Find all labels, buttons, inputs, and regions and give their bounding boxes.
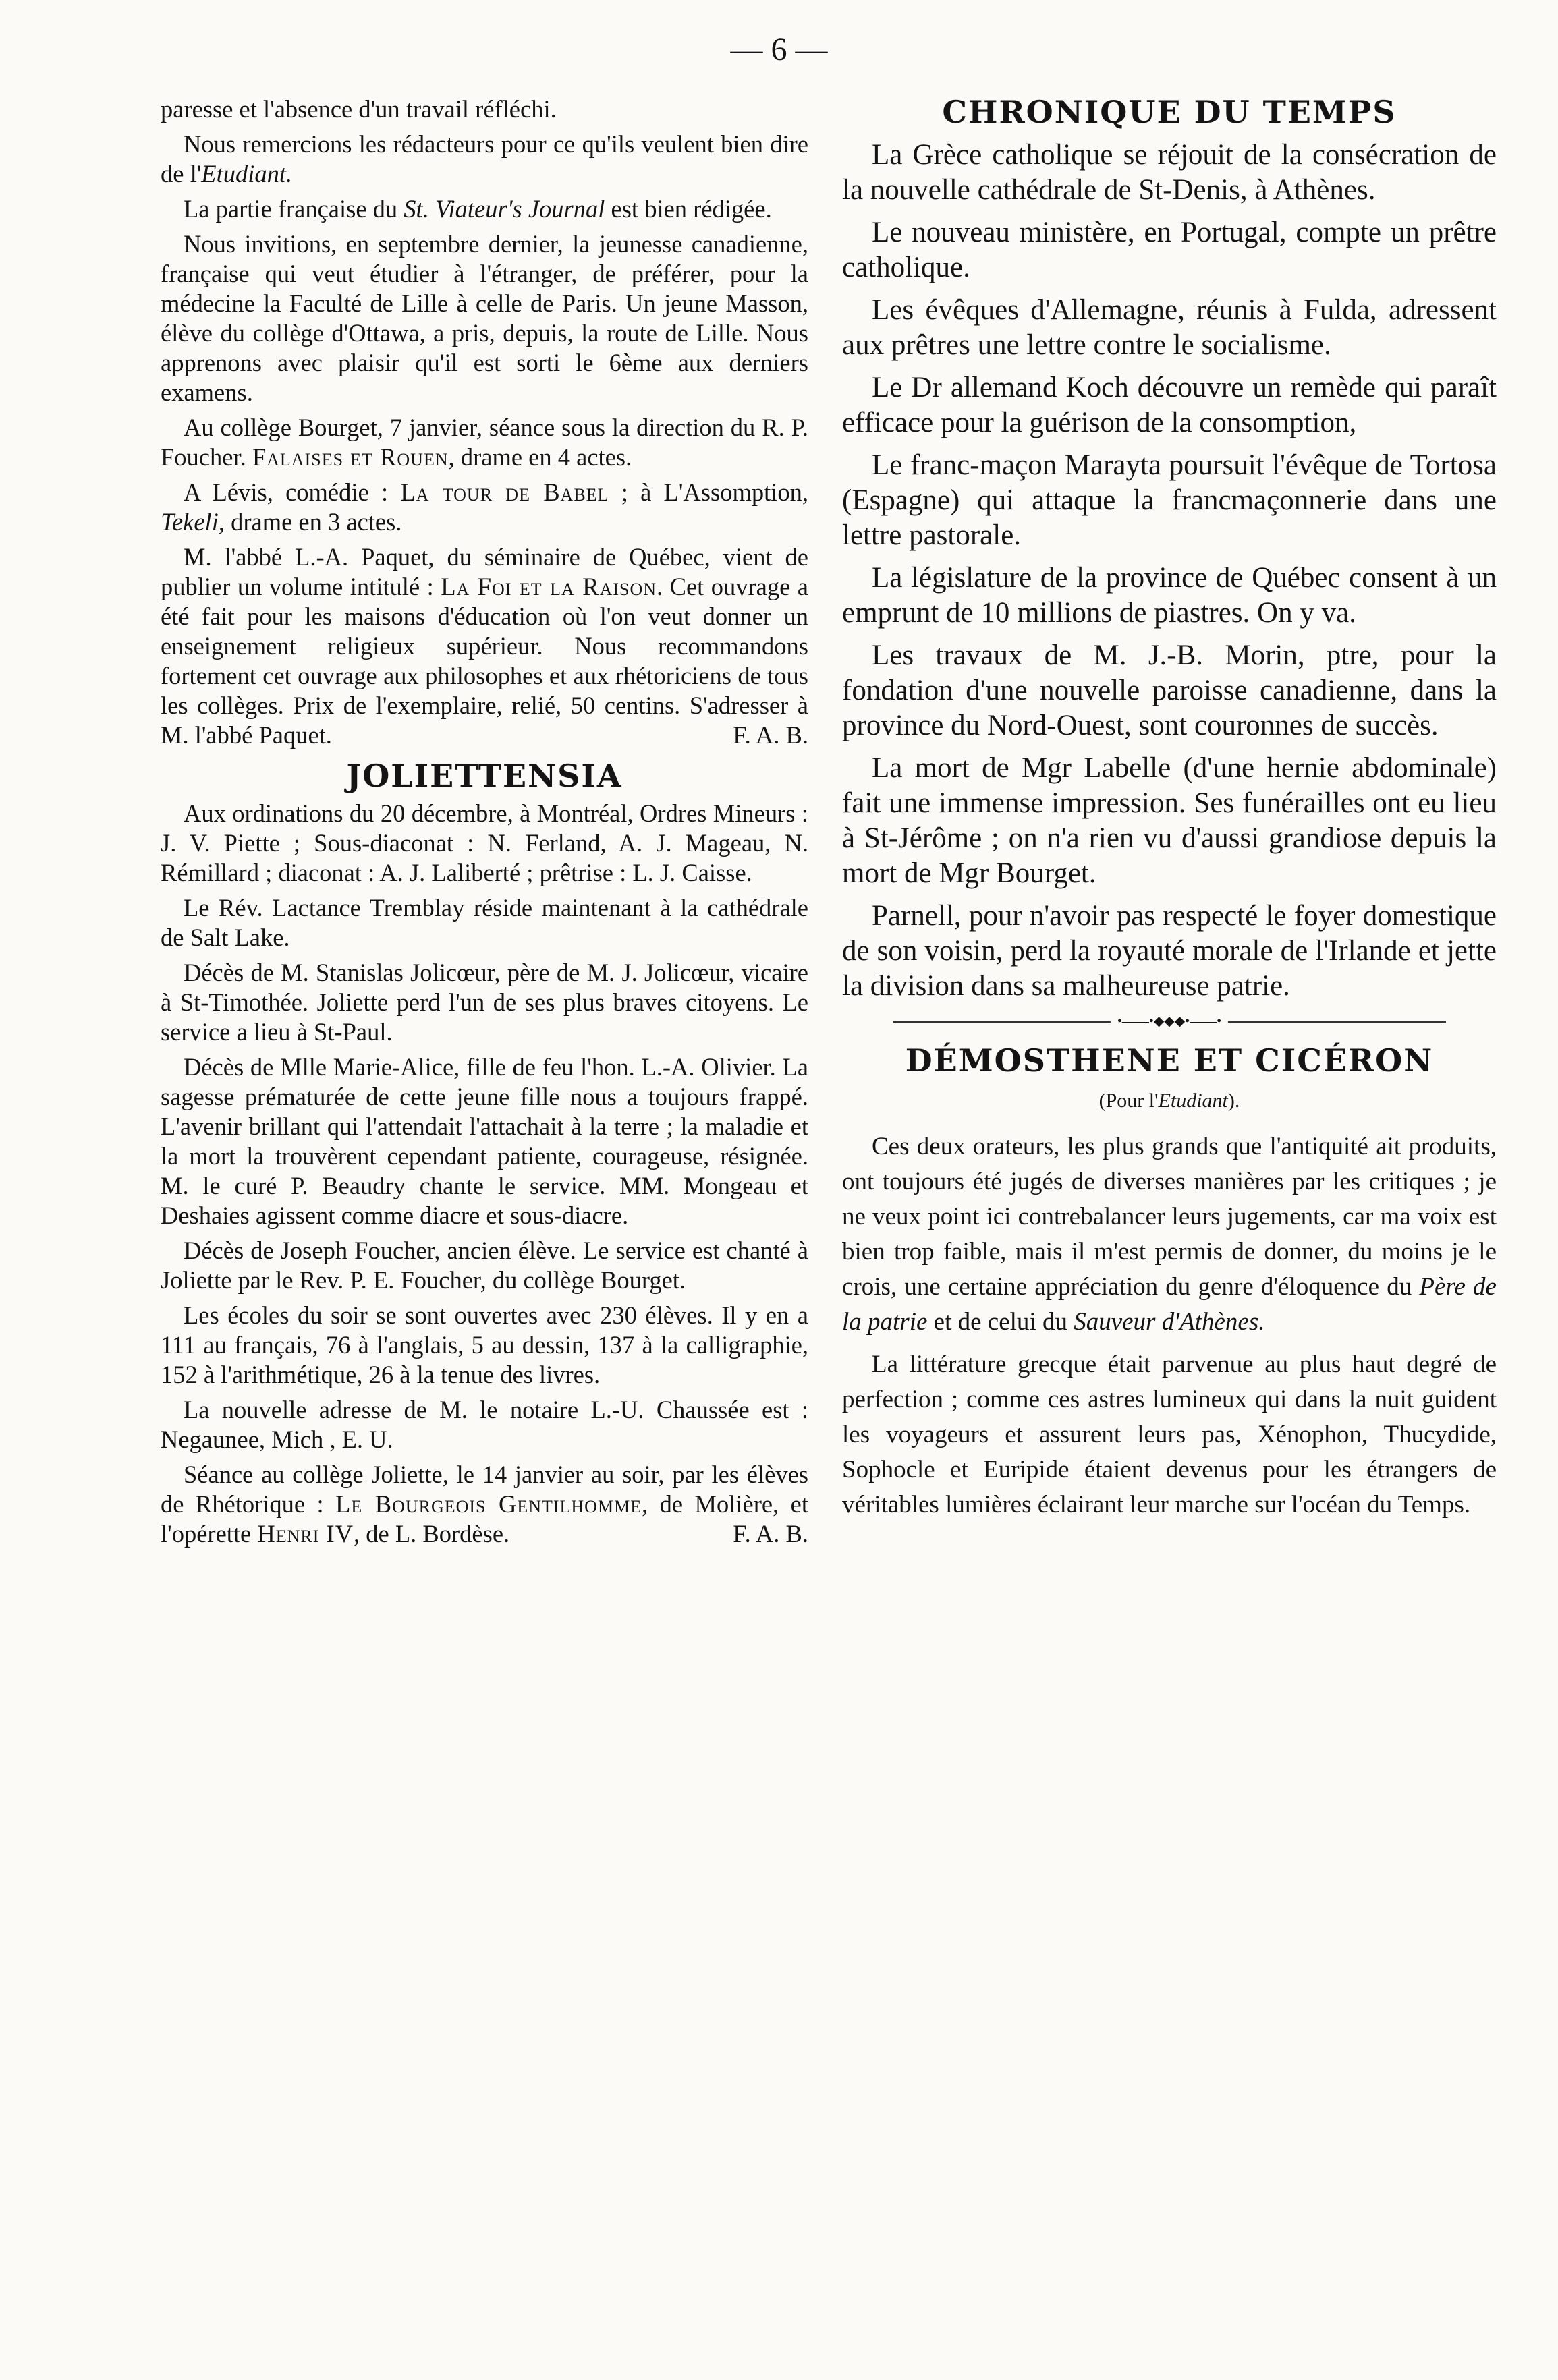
paragraph: Décès de Joseph Foucher, ancien élève. Le service est chanté à Joliette par le Rev. P. E. Foucher, du collège Bourget. (161, 1237, 808, 1294)
signature: F. A. B. (733, 1520, 808, 1548)
paragraph: Nous invitions, en septembre dernier, la jeunesse canadienne, française qui veut étudier à l'étranger, de préférer, pour la médecine la Faculté de Lille à celle de Paris. Un jeune Masson, élève du collège d'Ottawa, a pris, depuis, la route de Lille. Nous apprenons avec plaisir qu'il est sorti le 6ème aux derniers examens. (161, 230, 808, 406)
paragraph: A Lévis, comédie : La tour de Babel ; à L'Assomption, Tekeli, drame en 3 actes. (161, 478, 808, 536)
chronicle-item: La législature de la province de Québec consent à un emprunt de 10 millions de piastres. On y va. (842, 562, 1497, 629)
paragraph: La nouvelle adresse de M. le notaire L.-U. Chaussée est : Negaunee, Mich , E. U. (161, 1396, 808, 1453)
chronicle-item: Le Dr allemand Koch découvre un remède qui paraît efficace pour la guérison de la consomption, (842, 372, 1497, 438)
signature: F. A. B. (733, 721, 808, 749)
chronicle-item: Parnell, pour n'avoir pas respecté le foyer domestique de son voisin, perd la royauté morale de l'Irlande et jette la division dans sa malheureuse patrie. (842, 900, 1497, 1002)
right-column (842, 94, 1497, 1530)
paragraph: La littérature grecque était parvenue au plus haut degré de perfection ; comme ces astres lumineux qui dans la nuit guident les voyageurs et assurent leurs pas, Xénophon, Thucydide, Sophocle et Euripide étaient devenus pour les étrangers de véritables lumières éclairant leur marche sur l'océan du Temps. (842, 1351, 1497, 1519)
chronicle-item: Les travaux de M. J.-B. Morin, ptre, pour la fondation d'une nouvelle paroisse canadienne, dans la province du Nord-Ouest, sont couronnes de succès. (842, 640, 1497, 741)
section-heading-demosthene: DÉMOSTHENE ET CICÉRON (905, 1042, 1434, 1079)
paragraph: Le Rév. Lactance Tremblay réside maintenant à la cathédrale de Salt Lake. (161, 894, 808, 951)
chronicle-item: La mort de Mgr Labelle (d'une hernie abdominale) fait une immense impression. Ses funérailles ont eu lieu à St-Jérôme ; on n'a rien vu d'aussi grandiose depuis la mort de Mgr Bourget. (842, 752, 1497, 889)
paragraph: Aux ordinations du 20 décembre, à Montréal, Ordres Mineurs : J. V. Piette ; Sous-diaconat : N. Ferland, A. J. Mageau, N. Rémillard ; diaconat : A. J. Laliberté ; prêtrise : L. J. Caisse. (161, 799, 808, 886)
chronicle-item: Les évêques d'Allemagne, réunis à Fulda, adressent aux prêtres une lettre contre le socialisme. (842, 294, 1497, 361)
paragraph: Séance au collège Joliette, le 14 janvier au soir, par les élèves de Rhétorique : Le Bourgeois Gentilhomme, de Molière, et l'opérette Henri IV, de L. Bordèse. F. A. B. (161, 1461, 808, 1548)
paragraph: M. l'abbé L.-A. Paquet, du séminaire de Québec, vient de publier un volume intitulé : La Foi et la Raison. Cet ouvrage a été fait pour les maisons d'éducation où l'on veut donner un enseignement religieux supérieur. Nous recommandons fortement cet ouvrage aux philosophes et aux rhétoriciens de tous les collèges. Prix de l'exemplaire, relié, 50 centins. S'adresser à M. l'abbé Paquet. F. A. B. (161, 543, 808, 749)
chronicle-item: Le franc-maçon Marayta poursuit l'évêque de Tortosa (Espagne) qui attaque la francmaçonnerie dans une lettre pastorale. (842, 449, 1497, 551)
divider-ornament: •——•◆◆◆•——• (1111, 1014, 1228, 1029)
page-number: — 6 — (730, 32, 828, 67)
left-column (161, 94, 808, 1554)
paragraph: La partie française du St. Viateur's Journal est bien rédigée. (184, 195, 772, 223)
section-heading-joliettensia: JOLIETTENSIA (346, 758, 623, 794)
chronicle-item: La Grèce catholique se réjouit de la consécration de la nouvelle cathédrale de St-Denis, à Athènes. (842, 139, 1497, 206)
ornamental-divider (893, 1014, 1446, 1029)
paragraph: Décès de M. Stanislas Jolicœur, père de M. J. Jolicœur, vicaire à St-Timothée. Joliette perd l'un de ses plus braves citoyens. Le service a lieu à St-Paul. (161, 959, 808, 1046)
paragraph: paresse et l'absence d'un travail réfléchi. (161, 95, 557, 123)
paragraph: Ces deux orateurs, les plus grands que l'antiquité ait produits, ont toujours été jugés de diverses manières par les critiques ; je ne veux point ici contrebalancer leurs jugements, car ma voix est bien trop faible, mais il m'est permis de donner, du moins je le crois, une certaine appréciation du genre d'éloquence du Père de la patrie et de celui du Sauveur d'Athènes. (842, 1133, 1497, 1336)
section-subheading: (Pour l'Etudiant). (1098, 1089, 1240, 1112)
paragraph: Au collège Bourget, 7 janvier, séance sous la direction du R. P. Foucher. Falaises et Rouen, drame en 4 actes. (161, 414, 808, 471)
paragraph: Décès de Mlle Marie-Alice, fille de feu l'hon. L.-A. Olivier. La sagesse prématurée de cette jeune fille nous a toujours frappé. L'avenir brillant qui l'attendait l'attachait à la terre ; la maladie et la mort la trouvèrent cependant patiente, courageuse, résignée. M. le curé P. Beaudry chante le service. MM. Mongeau et Deshaies agissent comme diacre et sous-diacre. (161, 1053, 808, 1229)
paragraph: Nous remercions les rédacteurs pour ce qu'ils veulent bien dire de l'Etudiant. (161, 130, 808, 188)
paragraph: Les écoles du soir se sont ouvertes avec 230 élèves. Il y en a 111 au français, 76 à l'anglais, 5 au dessin, 137 à la calligraphie, 152 à l'arithmétique, 26 à la tenue des livres. (161, 1301, 808, 1388)
section-heading-chronique: CHRONIQUE DU TEMPS (942, 94, 1397, 130)
chronicle-item: Le nouveau ministère, en Portugal, compte un prêtre catholique. (842, 217, 1497, 283)
